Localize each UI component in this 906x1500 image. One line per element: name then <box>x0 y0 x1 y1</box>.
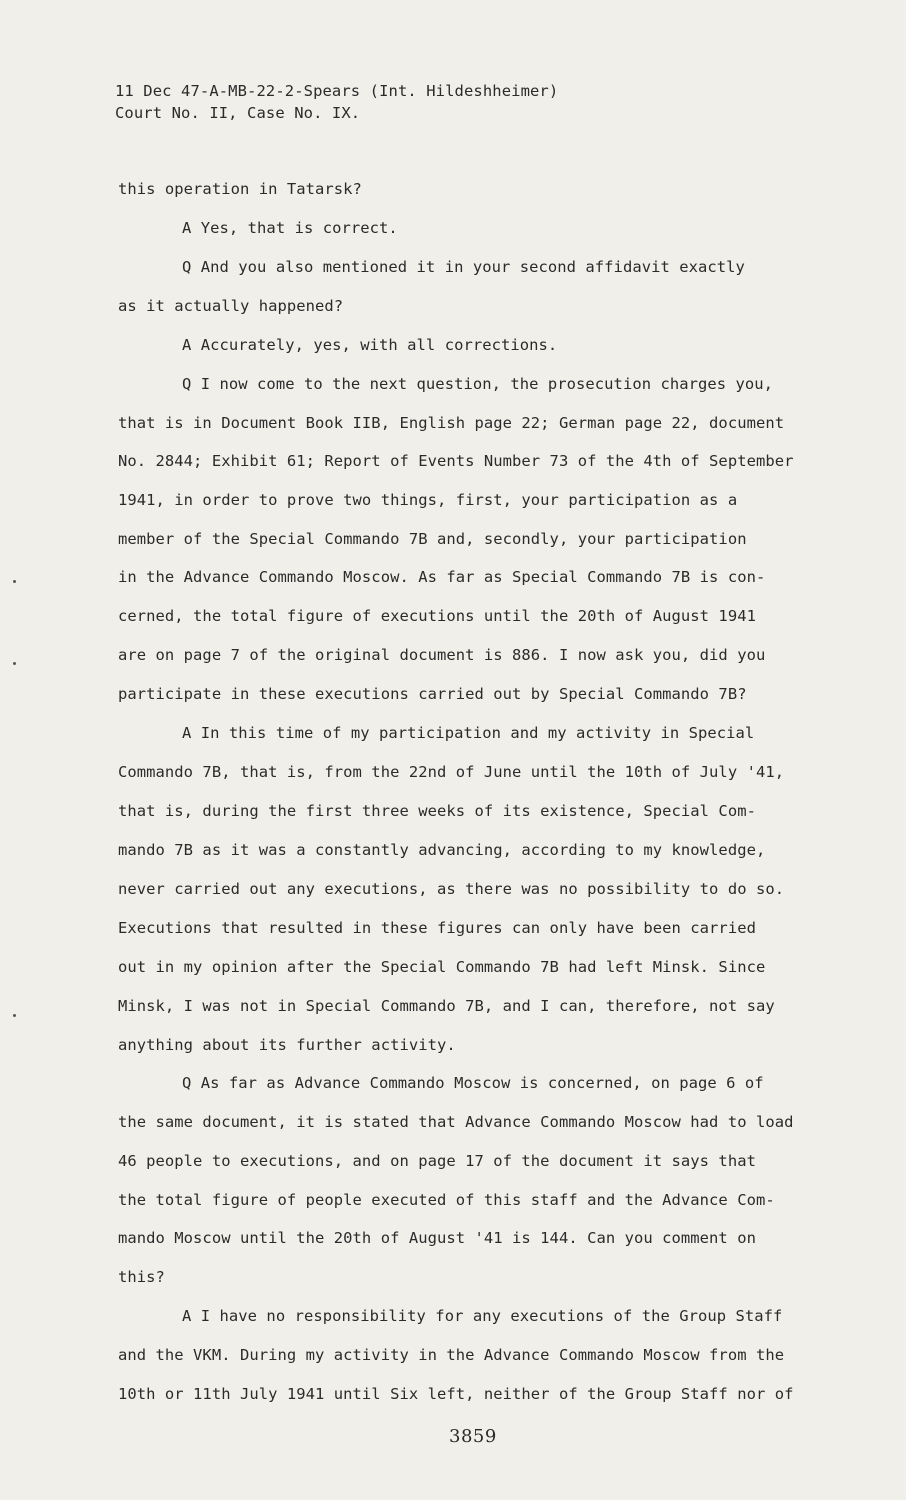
text-line: in the Advance Commando Moscow. As far as Special Commando 7B is con- <box>118 568 766 586</box>
question-line: Q I now come to the next question, the prosecution charges you, <box>182 375 774 393</box>
text-line: and the VKM. During my activity in the Advance Commando Moscow from the <box>118 1346 785 1364</box>
text-line: 46 people to executions, and on page 17 of the document it says that <box>118 1152 756 1170</box>
text-line: No. 2844; Exhibit 61; Report of Events Number 73 of the 4th of September <box>118 452 794 470</box>
text-line: the same document, it is stated that Advance Commando Moscow had to load <box>118 1113 794 1131</box>
question-line: Q As far as Advance Commando Moscow is concerned, on page 6 of <box>182 1074 764 1092</box>
text-line: that is, during the first three weeks of its existence, Special Com- <box>118 802 756 820</box>
text-line: Executions that resulted in these figures can only have been carried <box>118 919 756 937</box>
text-line: 10th or 11th July 1941 until Six left, neither of the Group Staff nor of <box>118 1385 794 1403</box>
text-line: this? <box>118 1268 165 1286</box>
answer-line: A Yes, that is correct. <box>182 219 398 237</box>
text-line: member of the Special Commando 7B and, secondly, your participation <box>118 530 747 548</box>
answer-line: A I have no responsibility for any executions of the Group Staff <box>182 1307 783 1325</box>
question-line: Q And you also mentioned it in your second affidavit exactly <box>182 258 745 276</box>
text-line: participate in these executions carried out by Special Commando 7B? <box>118 685 747 703</box>
text-line: mando 7B as it was a constantly advancing, according to my knowledge, <box>118 841 766 859</box>
text-line: 1941, in order to prove two things, first, your participation as a <box>118 491 738 509</box>
text-line: cerned, the total figure of executions until the 20th of August 1941 <box>118 607 756 625</box>
text-line: that is in Document Book IIB, English page 22; German page 22, document <box>118 414 785 432</box>
margin-mark <box>13 580 16 583</box>
answer-line: A Accurately, yes, with all corrections. <box>182 336 558 354</box>
answer-line: A In this time of my participation and my activity in Special <box>182 724 755 742</box>
text-line: the total figure of people executed of this staff and the Advance Com- <box>118 1191 775 1209</box>
header-line-2: Court No. II, Case No. IX. <box>115 104 361 122</box>
text-line: out in my opinion after the Special Commando 7B had left Minsk. Since <box>118 958 766 976</box>
text-line: anything about its further activity. <box>118 1036 456 1054</box>
text-line: never carried out any executions, as there was no possibility to do so. <box>118 880 785 898</box>
page-number: 3859 <box>449 1426 497 1447</box>
text-line: Minsk, I was not in Special Commando 7B, and I can, therefore, not say <box>118 997 775 1015</box>
text-line: Commando 7B, that is, from the 22nd of June until the 10th of July '41, <box>118 763 785 781</box>
text-line: this operation in Tatarsk? <box>118 180 362 198</box>
margin-mark <box>13 662 16 665</box>
text-line: as it actually happened? <box>118 297 344 315</box>
margin-mark <box>13 1014 16 1017</box>
text-line: mando Moscow until the 20th of August '41 is 144. Can you comment on <box>118 1229 756 1247</box>
header-line-1: 11 Dec 47-A-MB-22-2-Spears (Int. Hildeshheimer) <box>115 82 559 100</box>
text-line: are on page 7 of the original document is 886. I now ask you, did you <box>118 646 766 664</box>
